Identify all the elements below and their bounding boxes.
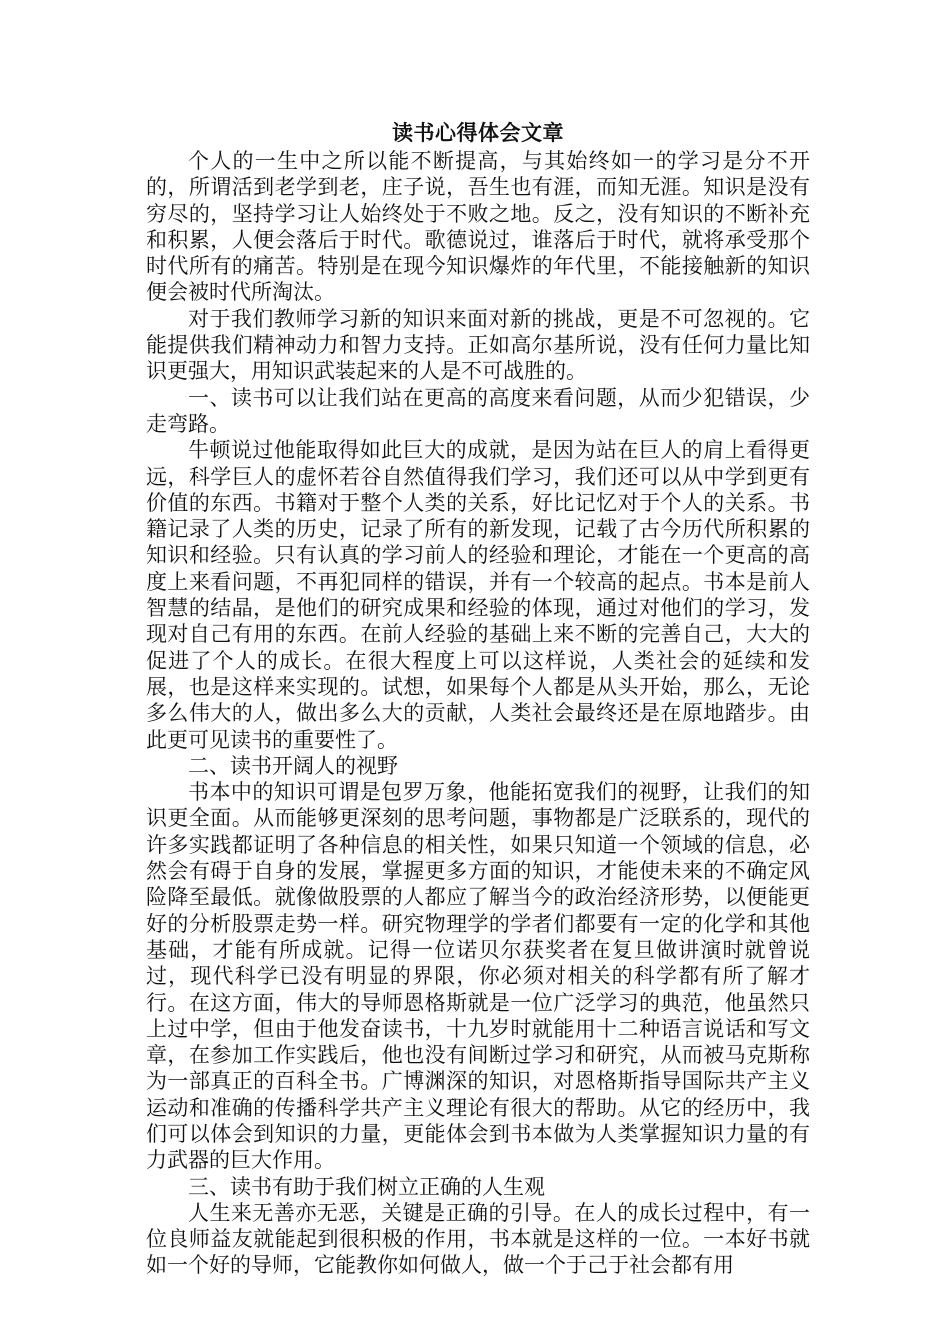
- paragraph-newton: 牛顿说过他能取得如此巨大的成就，是因为站在巨人的肩上看得更远，科学巨人的虚怀若谷自然值得我们学习，我们还可以从中学到更有价值的东西。书籍对于整个人类的关系，好比记忆对于个人的关系。书籍记录了人类的历史，记录了所有的新发现，记载了古今历代所积累的知识和经验。只有认真的学习前人的经验和理论，才能在一个更高的高度上来看问题，不再犯同样的错误，并有一个较高的起点。书本是前人智慧的结晶，是他们的研究成果和经验的体现，通过对他们的学习，发现对自己有用的东西。在前人经验的基础上来不断的完善自己，大大的促进了个人的成长。在很大程度上可以这样说，人类社会的延续和发展，也是这样来实现的。试想，如果每个人都是从头开始，那么，无论多么伟大的人，做出多么大的贡献，人类社会最终还是在原地踏步。由此更可见读书的重要性了。: [146, 438, 810, 752]
- paragraph-teachers: 对于我们教师学习新的知识来面对新的挑战，更是不可忽视的。它能提供我们精神动力和智力支持。正如高尔基所说，没有任何力量比知识更强大，用知识武装起来的人是不可战胜的。: [146, 306, 810, 384]
- document-page: [146, 120, 810, 1279]
- paragraph-horizons: 书本中的知识可谓是包罗万象，他能拓宽我们的视野，让我们的知识更全面。从而能够更深刻的思考问题，事物都是广泛联系的，现代的许多实践都证明了各种信息的相关性，如果只知道一个领域的信息，必然会有碍于自身的发展，掌握更多方面的知识，才能使未来的不确定风险降至最低。就像做股票的人都应了解当今的政治经济形势，以便能更好的分析股票走势一样。研究物理学的学者们都要有一定的化学和其他基础，才能有所成就。记得一位诺贝尔获奖者在复旦做讲演时就曾说过，现代科学已没有明显的界限，你必须对相关的科学都有所了解才行。在这方面，伟大的导师恩格斯就是一位广泛学习的典范，他虽然只上过中学，但由于他发奋读书，十九岁时就能用十二种语言说话和写文章，在参加工作实践后，他也没有间断过学习和研究，从而被马克斯称为一部真正的百科全书。广博渊深的知识，对恩格斯指导国际共产主义运动和准确的传播科学共产主义理论有很大的帮助。从它的经历中，我们可以体会到知识的力量，更能体会到书本做为人类掌握知识力量的有力武器的巨大作用。: [146, 780, 810, 1173]
- section-heading-3: 三、读书有助于我们树立正确的人生观: [188, 1174, 545, 1199]
- paragraph-intro: 个人的一生中之所以能不断提高，与其始终如一的学习是分不开的，所谓活到老学到老，庄子说，吾生也有涯，而知无涯。知识是没有穷尽的，坚持学习让人始终处于不败之地。反之，没有知识的不断补充和积累，人便会落后于时代。歌德说过，谁落后于时代，就将承受那个时代所有的痛苦。特别是在现今知识爆炸的年代里，不能接触新的知识便会被时代所淘汰。: [146, 149, 810, 305]
- section-heading-2: 二、读书开阔人的视野: [188, 753, 398, 778]
- paragraph-outlook: 人生来无善亦无恶，关键是正确的引导。在人的成长过程中，有一位良师益友就能起到很积极的作用，书本就是这样的一位。一本好书就如一个好的导师，它能教你如何做人，做一个于己于社会都有用: [146, 1200, 810, 1278]
- section-heading-1: 一、读书可以让我们站在更高的高度来看问题，从而少犯错误，少走弯路。: [146, 385, 810, 436]
- document-title: 读书心得体会文章: [392, 121, 564, 145]
